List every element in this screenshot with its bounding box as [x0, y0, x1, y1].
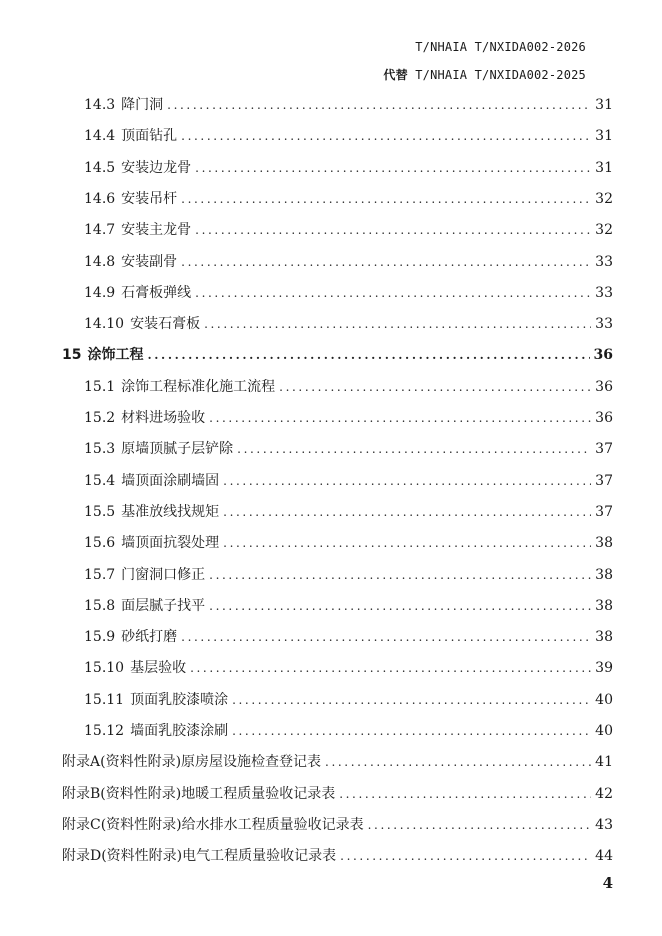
toc-entry-number: 15.8	[84, 597, 116, 614]
dot-leader	[325, 751, 591, 773]
dot-leader	[237, 438, 591, 460]
standard-code: T/NHAIA T/NXIDA002-2026	[415, 40, 586, 54]
toc-entry-number: 15.9	[84, 629, 116, 646]
toc-entry-page: 33	[595, 253, 613, 270]
toc-entry-page: 31	[595, 97, 613, 113]
toc-entry-page: 44	[595, 848, 613, 865]
toc-entry[interactable]	[84, 407, 613, 429]
toc-entry[interactable]	[62, 783, 613, 805]
toc-entry-page: 37	[595, 441, 613, 458]
toc-entry-number: 15.2	[84, 410, 116, 426]
dot-leader	[181, 251, 591, 273]
toc-entry-number: 14.8	[84, 253, 116, 270]
toc-entry-page: 36	[595, 378, 613, 395]
toc-entry-number: 15.1	[84, 378, 116, 395]
toc-entry-title: 面层腻子找平	[121, 597, 206, 614]
toc-entry[interactable]	[84, 626, 613, 648]
toc-entry-number: 15.5	[84, 503, 116, 520]
toc-entry-title: 附录D(资料性附录)电气工程质量验收记录表	[62, 848, 337, 865]
toc-entry-title: 墙顶面涂刷墙固	[121, 472, 220, 489]
toc-entry-page: 39	[595, 660, 613, 677]
dot-leader	[147, 344, 589, 366]
toc-entry[interactable]	[84, 313, 613, 335]
toc-entry[interactable]	[84, 438, 613, 460]
toc-entry-page: 40	[595, 691, 613, 708]
page-number: 4	[602, 874, 613, 892]
toc-entry-title: 降门洞	[121, 97, 164, 113]
toc-entry[interactable]	[62, 751, 613, 773]
toc-entry-page: 42	[595, 785, 613, 802]
dot-leader	[223, 501, 591, 523]
toc-entry-title: 材料进场验收	[121, 410, 206, 426]
toc-entry-title: 顶面钻孔	[121, 128, 178, 145]
toc-entry[interactable]	[84, 376, 613, 398]
dot-leader	[195, 157, 591, 179]
toc-entry[interactable]	[84, 251, 613, 273]
toc-entry-title: 安装副骨	[121, 253, 178, 270]
toc-entry-title: 附录B(资料性附录)地暖工程质量验收记录表	[62, 785, 336, 802]
toc-entry-page: 36	[593, 347, 613, 364]
toc-entry[interactable]	[84, 282, 613, 304]
toc-entry[interactable]	[62, 344, 613, 366]
toc-entry-page: 33	[595, 284, 613, 301]
toc-entry-number: 15.6	[84, 535, 116, 552]
toc-entry-title: 安装石膏板	[130, 316, 201, 333]
toc-entry-title: 涂饰工程	[87, 347, 144, 364]
toc-entry-page: 31	[595, 128, 613, 145]
toc-entry[interactable]	[84, 470, 613, 492]
toc-entry-title: 石膏板弹线	[121, 284, 192, 301]
toc-entry-title: 基准放线找规矩	[121, 503, 220, 520]
toc-entry-page: 32	[595, 190, 613, 207]
toc-entry-title: 砂纸打磨	[121, 629, 178, 646]
toc-entry[interactable]	[84, 564, 613, 586]
toc-entry-page: 38	[595, 566, 613, 583]
dot-leader	[209, 595, 591, 617]
toc-entry-page: 41	[595, 754, 613, 771]
toc-entry[interactable]	[62, 845, 613, 867]
replaces-code: T/NHAIA T/NXIDA002-2025	[415, 68, 586, 82]
dot-leader	[204, 313, 591, 335]
toc-entry-number: 14.10	[84, 316, 125, 333]
toc-entry-title: 顶面乳胶漆喷涂	[130, 691, 229, 708]
toc-entry-page: 40	[595, 723, 613, 739]
toc-entry-number: 14.4	[84, 128, 116, 145]
toc-entry[interactable]	[84, 501, 613, 523]
toc-entry-title: 原墙顶腻子层铲除	[121, 441, 234, 458]
dot-leader	[181, 188, 591, 210]
toc-entry-title: 基层验收	[130, 660, 187, 677]
toc-entry[interactable]	[84, 219, 613, 241]
toc-entry-number: 15.4	[84, 472, 116, 489]
dot-leader	[232, 720, 591, 742]
toc-entry-title: 安装边龙骨	[121, 159, 192, 176]
dot-leader	[223, 470, 591, 492]
toc-entry-title: 门窗洞口修正	[121, 566, 206, 583]
toc-entry-page: 37	[595, 503, 613, 520]
dot-leader	[195, 219, 591, 241]
toc-entry-title: 附录C(资料性附录)给水排水工程质量验收记录表	[62, 816, 364, 833]
toc-entry-number: 15.10	[84, 660, 125, 677]
toc-entry-title: 涂饰工程标准化施工流程	[121, 378, 276, 395]
toc-entry[interactable]	[84, 720, 613, 742]
toc-entry-page: 38	[595, 597, 613, 614]
dot-leader	[167, 94, 591, 116]
toc-entry-page: 32	[595, 222, 613, 239]
replaces-line	[383, 66, 586, 83]
toc-entry[interactable]	[84, 125, 613, 147]
toc-entry[interactable]	[84, 657, 613, 679]
dot-leader	[340, 845, 591, 867]
dot-leader	[339, 783, 591, 805]
toc-entry-page: 33	[595, 316, 613, 333]
toc-entry[interactable]	[62, 814, 613, 836]
toc-entry-number: 15.11	[84, 691, 125, 708]
dot-leader	[209, 564, 591, 586]
toc-entry[interactable]	[84, 188, 613, 210]
toc-entry-title: 安装主龙骨	[121, 222, 192, 239]
dot-leader	[195, 282, 591, 304]
toc-entry[interactable]	[84, 689, 613, 711]
dot-leader	[209, 407, 591, 429]
toc-entry-number: 14.6	[84, 190, 116, 207]
toc-entry-number: 14.7	[84, 222, 116, 239]
dot-leader	[368, 814, 592, 836]
dot-leader	[181, 626, 591, 648]
toc-entry-number: 14.9	[84, 284, 116, 301]
toc-entry-title: 附录A(资料性附录)原房屋设施检查登记表	[62, 754, 322, 771]
toc-entry[interactable]	[84, 532, 613, 554]
dot-leader	[181, 125, 591, 147]
toc-entry-title: 安装吊杆	[121, 190, 178, 207]
toc-entry[interactable]	[84, 157, 613, 179]
toc-entry-number: 15.12	[84, 723, 125, 739]
toc-entry-number: 15	[62, 347, 82, 364]
toc-entry-number: 15.7	[84, 566, 116, 583]
toc-entry-page: 38	[595, 535, 613, 552]
toc-entry-title: 墙面乳胶漆涂刷	[130, 723, 229, 739]
toc-entry-page: 36	[595, 410, 613, 426]
dot-leader	[279, 376, 591, 398]
toc-entry-number: 14.5	[84, 159, 116, 176]
toc-entry-page: 37	[595, 472, 613, 489]
toc-entry-number: 15.3	[84, 441, 116, 458]
dot-leader	[232, 689, 591, 711]
toc-entry-page: 31	[595, 159, 613, 176]
dot-leader	[223, 532, 591, 554]
toc-entry-number: 14.3	[84, 97, 116, 113]
toc-entry[interactable]	[84, 94, 613, 116]
replaces-label: 代替	[383, 68, 408, 82]
toc-entry-title: 墙顶面抗裂处理	[121, 535, 220, 552]
toc-entry-page: 43	[595, 816, 613, 833]
toc-entry-page: 38	[595, 629, 613, 646]
toc-entry[interactable]	[84, 595, 613, 617]
dot-leader	[190, 657, 591, 679]
